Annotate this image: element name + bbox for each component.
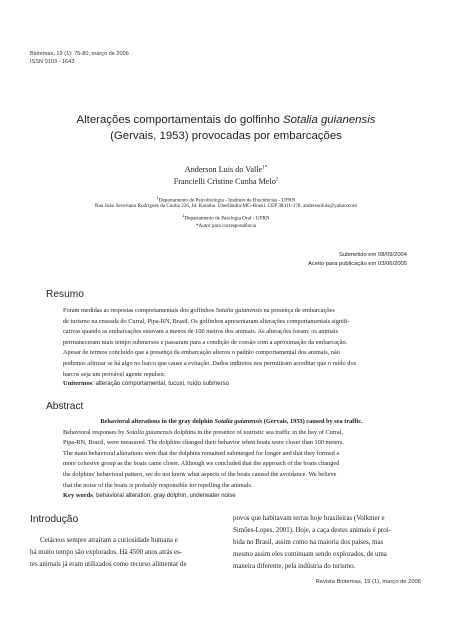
author-1 [0, 165, 452, 174]
author-2-name: Francielli Cristine Cunha Melo [173, 177, 276, 186]
resumo-line: cativas quando as embarcações estavam a menos de 100 metros dos animais. As alterações foram: os animais [63, 328, 339, 336]
article-title-line1 [0, 114, 452, 126]
title-species: Sotalia guianensis [282, 114, 376, 126]
uniterms-text: : alteração comportamental, tucuxi, ruído submerso [92, 381, 229, 387]
submitted-date: Submetido em 08/09/2004 [338, 252, 407, 258]
aff-1-text: Departamento de Psicobiologia - Instituto de Biociências - UFRN [158, 197, 296, 204]
uniterms [63, 380, 229, 387]
introducao-heading: Introdução [30, 514, 79, 525]
affiliation-2 [0, 213, 452, 222]
intro-line: maneira diferente, pela indústria do turismo. [233, 563, 356, 570]
issn: ISSN 0103 - 1643 [30, 59, 75, 65]
resumo-line: barcos seja um provável agente repulsor. [63, 370, 166, 378]
abstract-line: The main behavioral alterations were that the dolphins remained submerged for longer and that they formed a [63, 449, 340, 457]
resumo-heading: Resumo [46, 289, 84, 300]
abstract-title: Behavioral alterations in the gray dolphin Sotalia guianensis (Gervais, 1953) caused by sea traffic. [100, 418, 363, 425]
resumo-line: de turismo na enseada do Curral, Pipa-RN, Brasil. Os golfinhos apresentaram alterações comportamentais signifi- [63, 317, 350, 325]
intro-line: tes animais já eram utilizados como recurso alimentar de [30, 561, 187, 568]
abstract-line: that the noise of the boats is probably responsible for repelling the animals. [63, 481, 253, 489]
aff-1-sup: 1 [156, 195, 159, 200]
abstract-heading: Abstract [46, 401, 84, 412]
author-1-name: Anderson Luis do Valle [184, 165, 263, 174]
intro-line: bida no Brasil, assim como na maioria dos países, mas [233, 539, 384, 546]
aff-2-sup: 2 [182, 213, 185, 218]
resumo-line: podemos afirmar se há algo no barco que cause a evitação. Dados indiretos nos permitiram acreditar que o ruído dos [63, 359, 357, 367]
intro-right-column [233, 513, 423, 573]
intro-line: mesmo assim eles continuam sendo explorados, de uma [233, 551, 387, 558]
uniterms-label: Unitermos [63, 380, 93, 387]
correspondence-note: *Autor para correspondência [195, 223, 257, 229]
intro-left-column [30, 535, 216, 571]
journal-citation: Biotemas, 19 (1): 75-80, março de 2006 [30, 51, 129, 57]
abstract-line: Pipa-RN, Brazil, were measured. The dolphins changed their behavior when boats were closer than 100 meters. [63, 439, 344, 447]
keywords [63, 492, 236, 499]
intro-line: Cetáceos sempre atraíram a curiosidade humana e [40, 537, 178, 544]
resumo-line: Apesar de termos concluído que a presença da embarcação alterou o padrão comportamental dos animais, não [63, 349, 340, 357]
accepted-date: Aceito para publicação em 03/06/2005 [308, 261, 407, 267]
affiliation-address: Rua João Severiano Rodrigues da Cunha 236, Jd. Karaíba. Uberlândia-MG-Brasil. CEP 38411-178. andersonluis@yahoo.com [95, 203, 357, 209]
author-2 [0, 177, 452, 186]
abstract-body [63, 417, 400, 491]
article-title-line2: (Gervais, 1953) provocadas por embarcações [110, 130, 342, 142]
abstract-line: the dolphins' behavioral pattern, we do not know what aspects of the boats caused the avoidance. We believe [63, 470, 337, 478]
resumo-body [63, 306, 400, 380]
author-1-sup: 1* [262, 165, 268, 171]
keywords-label: Key words [63, 492, 93, 499]
abstract-line: Behavioral responses by Sotalia guianensis dolphins in the presence of touristic sea traffic in the bay of Curral, [63, 428, 344, 436]
title-prefix: Alterações comportamentais do golfinho [76, 114, 283, 126]
page-footer: Revista Biotemas, 19 (1), março de 2006 [315, 579, 421, 585]
intro-line: povos que habitavam terras hoje brasileiras (Volkmer e [233, 515, 385, 522]
author-2-sup: 2 [275, 177, 279, 183]
resumo-line: permaneceram mais tempo submersos e passaram para a condição de coesão com a aproximação da embarcação. [63, 338, 348, 346]
keywords-text: : behavioral alteration, gray dolphin, underwater noise [92, 493, 236, 499]
aff-2-text: Departamento de Patologia Oral - UFRN [184, 215, 270, 222]
intro-line: há muito tempo são explorados. Há 4500 anos atrás es- [30, 549, 182, 556]
intro-line: Simões-Lopes, 2001). Hoje, a caça destes animais é proi- [233, 527, 391, 534]
abstract-line: more cohesive group as the boats came closer. Although we concluded that the approach of the boats changed [63, 460, 340, 468]
resumo-line: Foram medidas as respostas comportamentais dos golfinhos Sotalia guianensis na presença de embarcações [63, 307, 335, 314]
